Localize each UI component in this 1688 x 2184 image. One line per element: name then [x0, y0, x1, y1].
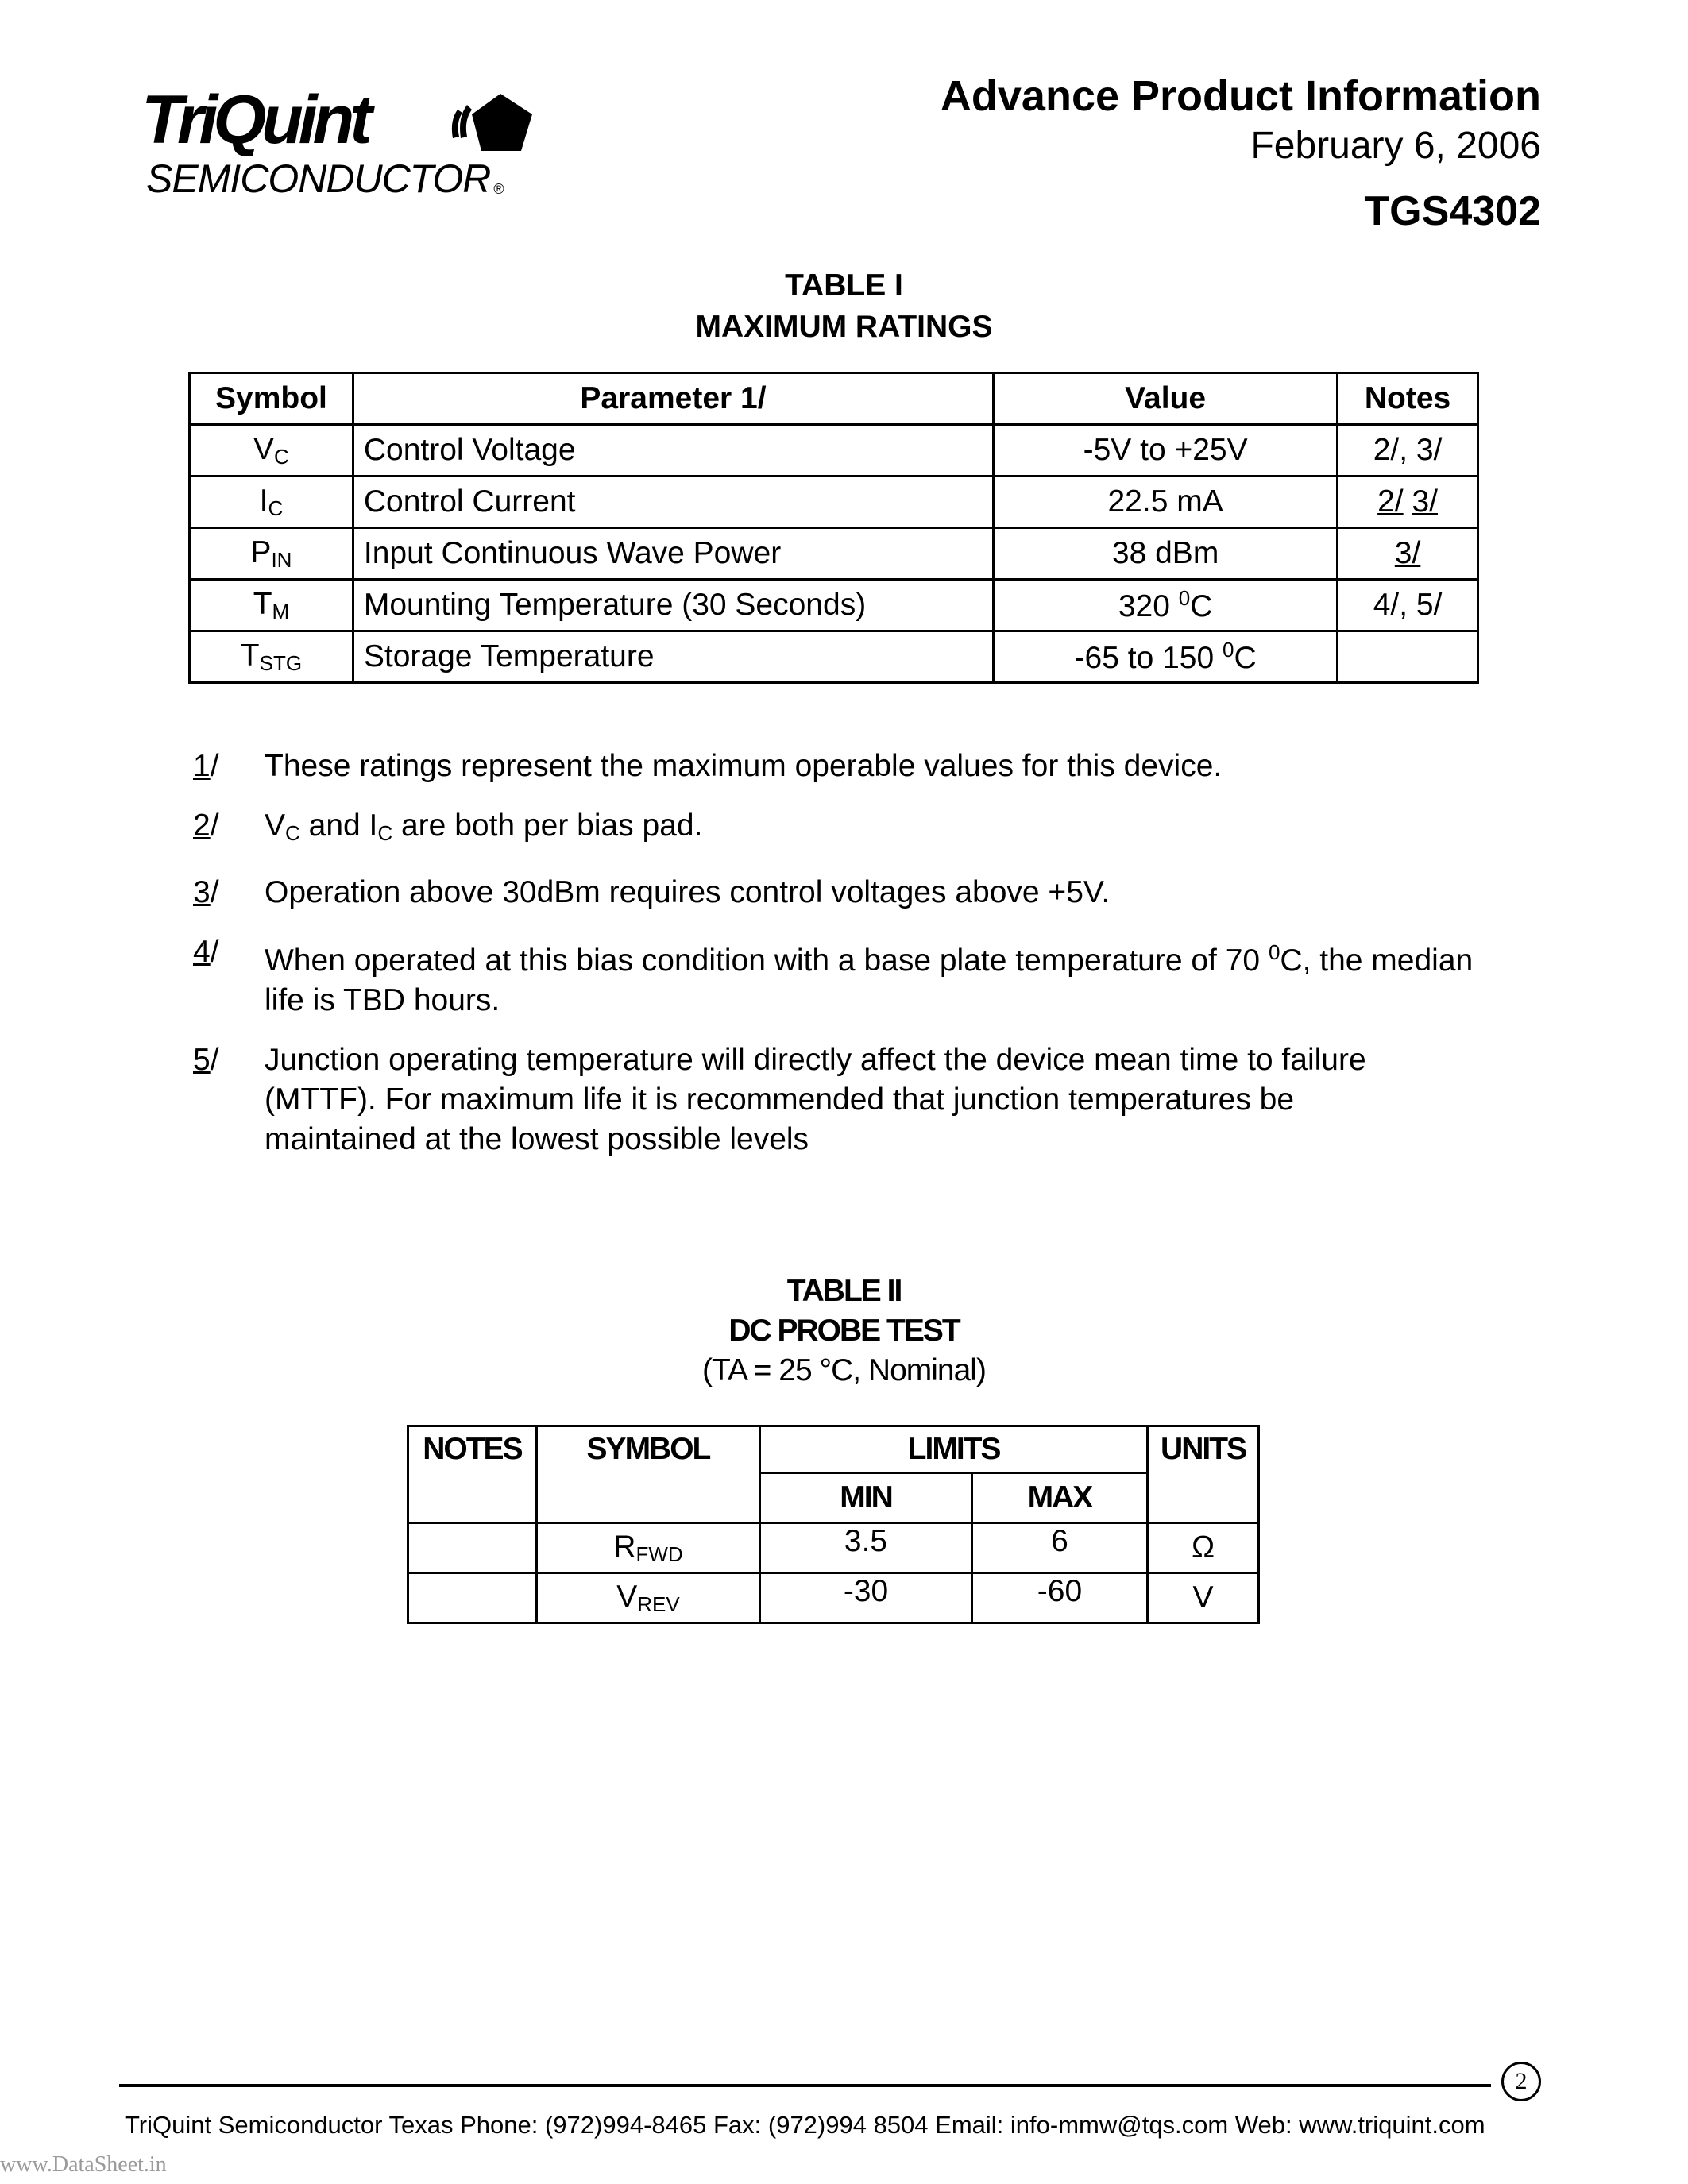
col-header-limits: LIMITS [760, 1426, 1148, 1473]
footnote-number: 4/ [193, 935, 219, 969]
value-cell: -65 to 150 $^0$C [994, 631, 1338, 683]
col-header-notes: Notes [1338, 373, 1478, 425]
value-cell: 22.5 mA [994, 477, 1338, 528]
notes-cell [1338, 631, 1478, 683]
symbol-cell: $V_C$ [190, 425, 353, 477]
footnote-number: 3/ [193, 875, 219, 909]
logo-brand-text: TriQuint [141, 82, 368, 158]
notes-cell: 2/, 3/ [1338, 425, 1478, 477]
table2-caption-conditions: (TA = 25 °C, Nominal) [702, 1353, 986, 1387]
logo-subtitle: SEMICONDUCTOR ® [146, 156, 504, 201]
footer-contact-text: TriQuint Semiconductor Texas Phone: (972)994-8465 Fax: (972)994 8504 Email: info-mmw@tqs.com Web: www.triquint.com [125, 2111, 1485, 2139]
company-logo [141, 82, 539, 205]
symbol-cell: $R_{FWD}$ [536, 1523, 759, 1573]
table-row [190, 528, 1478, 580]
footnote-number: 2/ [193, 808, 219, 843]
units-cell: V [1148, 1573, 1259, 1623]
footnotes-list [188, 747, 1499, 1179]
document-title: Advance Product Information [940, 72, 1541, 120]
table1-caption-line2: MAXIMUM RATINGS [695, 310, 993, 344]
col-header-symbol: SYMBOL [536, 1426, 759, 1523]
footnote-5 [188, 1040, 1499, 1160]
parameter-cell: Mounting Temperature (30 Seconds) [353, 580, 993, 631]
document-date: February 6, 2006 [1250, 125, 1541, 167]
footnote-text: Junction operating temperature will directly affect the device mean time to failure (MTTF). For maximum life it is recommended that junction temperatures be maintained at the lowest possible levels [265, 1043, 1366, 1156]
notes-cell: 3/ [1338, 528, 1478, 580]
footnote-text: When operated at this bias condition with a base plate temperature of 70 $^0$C, the median life is TBD hours. [265, 940, 1474, 1017]
table-header-row [190, 373, 1478, 425]
max-cell: 6 [971, 1523, 1147, 1573]
part-number: TGS4302 [1364, 188, 1541, 234]
footnote-number: 1/ [193, 749, 219, 783]
maximum-ratings-table [188, 372, 1479, 684]
parameter-cell: Control Current [353, 477, 993, 528]
table-row [190, 580, 1478, 631]
symbol-cell: $P_{IN}$ [190, 528, 353, 580]
col-header-parameter: Parameter 1/ [353, 373, 993, 425]
col-header-symbol: Symbol [190, 373, 353, 425]
table-row [408, 1523, 1259, 1573]
footnote-1 [188, 747, 1499, 786]
units-cell: Ω [1148, 1523, 1259, 1573]
table-row [190, 477, 1478, 528]
table-header-row [408, 1426, 1259, 1473]
max-cell: -60 [971, 1573, 1147, 1623]
footnote-text: $V_C$ and $I_C$ are both per bias pad. [265, 808, 703, 845]
pentagon-logo-icon [443, 89, 539, 160]
footnote-3 [188, 873, 1499, 913]
footnote-text: Operation above 30dBm requires control voltages above +5V. [265, 875, 1111, 909]
notes-cell [408, 1523, 537, 1573]
table2-caption-line2: DC PROBE TEST [728, 1314, 960, 1348]
footnote-2 [188, 806, 1499, 853]
dc-probe-test-table [407, 1425, 1260, 1624]
value-cell: 38 dBm [994, 528, 1338, 580]
col-header-min: MIN [760, 1473, 972, 1523]
watermark: www.DataSheet.in [0, 2152, 167, 2177]
footnote-4 [188, 932, 1499, 1021]
footer-divider [119, 2084, 1491, 2087]
parameter-cell: Control Voltage [353, 425, 993, 477]
col-header-units: UNITS [1148, 1426, 1259, 1523]
col-header-max: MAX [971, 1473, 1147, 1523]
table1-caption-line1: TABLE I [785, 268, 903, 303]
parameter-cell: Input Continuous Wave Power [353, 528, 993, 580]
footnote-text: These ratings represent the maximum operable values for this device. [265, 749, 1223, 783]
min-cell: -30 [760, 1573, 972, 1623]
min-cell: 3.5 [760, 1523, 972, 1573]
table2-caption-line1: TABLE II [786, 1274, 902, 1308]
symbol-cell: $V_{REV}$ [536, 1573, 759, 1623]
notes-cell: 4/, 5/ [1338, 580, 1478, 631]
col-header-notes: NOTES [408, 1426, 537, 1523]
notes-cell [408, 1573, 537, 1623]
footnote-number: 5/ [193, 1043, 219, 1077]
symbol-cell: $T_M$ [190, 580, 353, 631]
value-cell: 320 $^0$C [994, 580, 1338, 631]
value-cell: -5V to +25V [994, 425, 1338, 477]
col-header-value: Value [994, 373, 1338, 425]
page-number: 2 [1501, 2062, 1541, 2101]
symbol-cell: $I_C$ [190, 477, 353, 528]
table-row [190, 425, 1478, 477]
table-row [408, 1573, 1259, 1623]
symbol-cell: $T_{STG}$ [190, 631, 353, 683]
table-row [190, 631, 1478, 683]
parameter-cell: Storage Temperature [353, 631, 993, 683]
notes-cell: 2/ 3/ [1338, 477, 1478, 528]
